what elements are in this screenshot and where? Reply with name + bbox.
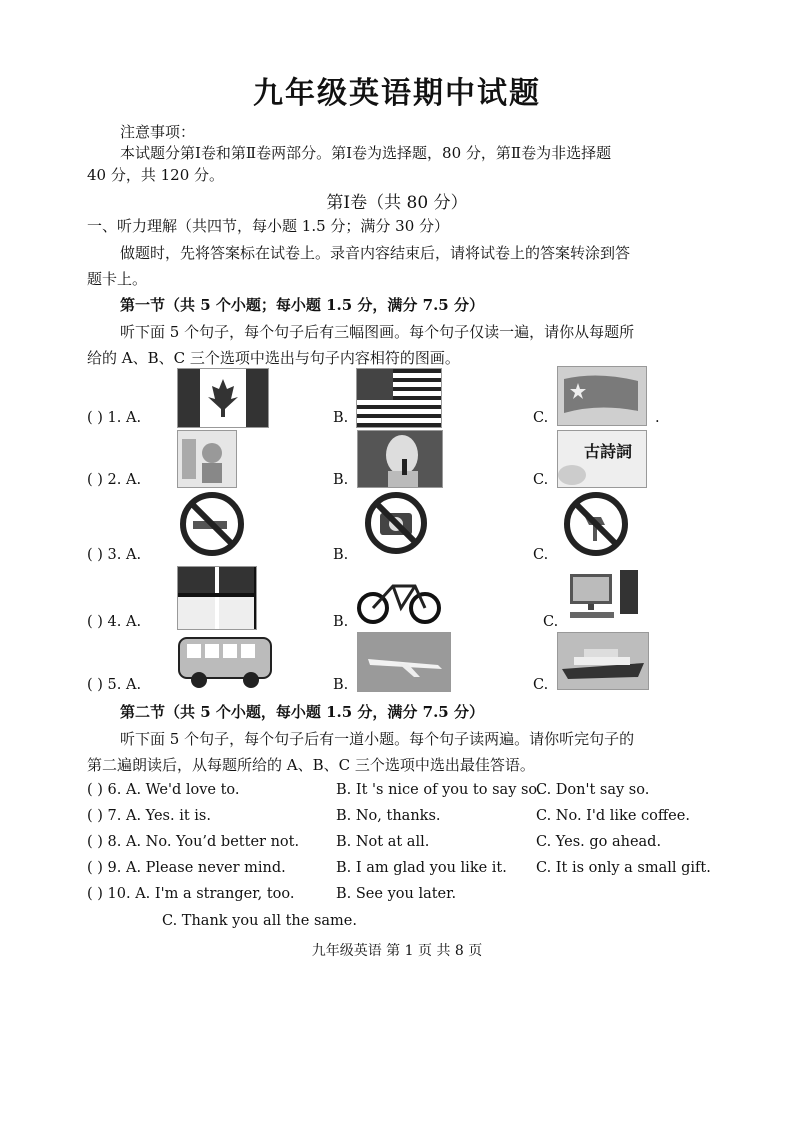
- q2-option-b: B.: [333, 472, 349, 488]
- q7-option-c: C. No. I'd like coffee.: [536, 808, 690, 824]
- china-flag-image: [557, 366, 647, 426]
- usa-flag-image: [356, 368, 442, 428]
- q8-option-a: ( ) 8. A. No. You’d better not.: [87, 834, 300, 850]
- q2-prefix: ( ) 2. A.: [87, 472, 142, 488]
- notice-line-1: 本试题分第Ⅰ卷和第Ⅱ卷两部分。第Ⅰ卷为选择题，80 分，第Ⅱ卷为非选择题: [120, 144, 612, 162]
- node2-title: 第二节（共 5 个小题，每小题 1.5 分，满分 7.5 分）: [120, 703, 484, 721]
- q5-prefix: ( ) 5. A.: [87, 677, 142, 693]
- q1-option-c: C.: [533, 410, 549, 426]
- q1-prefix: ( ) 1. A.: [87, 410, 142, 426]
- ship-image: [557, 632, 649, 690]
- q4-option-b: B.: [333, 614, 349, 630]
- node1-instr-1: 听下面 5 个句子，每个句子后有三幅图画。每个句子仅读一遍，请你从每题所: [120, 323, 635, 341]
- q6-option-b: B. It 's nice of you to say so.: [336, 782, 542, 798]
- q3-option-c: C.: [533, 547, 549, 563]
- q4-prefix: ( ) 4. A.: [87, 614, 142, 630]
- poetry-text: 古詩詞: [584, 442, 633, 461]
- chinese-poetry-image: [557, 430, 647, 488]
- part1-title: 第Ⅰ卷（共 80 分）: [326, 193, 468, 213]
- section1-instr-1: 做题时，先将答案标在试卷上。录音内容结束后，请将试卷上的答案转涂到答: [120, 244, 631, 262]
- singer-image: [357, 430, 443, 488]
- q1-dot: .: [655, 410, 660, 426]
- q9-option-b: B. I am glad you like it.: [336, 860, 507, 876]
- canada-flag-image: [177, 368, 269, 428]
- page-footer: 九年级英语 第 1 页 共 8 页: [311, 943, 483, 959]
- node2-instr-1: 听下面 5 个句子，每个句子后有一道小题。每个句子读两遍。请你听完句子的: [120, 730, 635, 748]
- q8-option-b: B. Not at all.: [336, 834, 430, 850]
- notice-heading: 注意事项：: [120, 123, 196, 141]
- q4-option-c: C.: [543, 614, 559, 630]
- q1-option-b: B.: [333, 410, 349, 426]
- q6-option-c: C. Don't say so.: [536, 782, 650, 798]
- q7-option-a: ( ) 7. A. Yes. it is.: [87, 808, 211, 824]
- drawing-girl-image: [177, 430, 237, 488]
- bicycle-image: [357, 570, 442, 628]
- section1-title: 一、听力理解（共四节，每小题 1.5 分；满分 30 分）: [87, 217, 450, 235]
- node2-instr-2: 第二遍朗读后，从每题所给的 A、B、C 三个选项中选出最佳答语。: [87, 756, 535, 774]
- q5-option-c: C.: [533, 677, 549, 693]
- section1-instr-2: 题卡上。: [87, 270, 148, 288]
- q10-option-a: ( ) 10. A. I'm a stranger, too.: [87, 886, 295, 902]
- q10-option-b: B. See you later.: [336, 886, 457, 902]
- q3-prefix: ( ) 3. A.: [87, 547, 142, 563]
- no-smoking-sign-image: [177, 491, 247, 557]
- q9-option-a: ( ) 9. A. Please never mind.: [87, 860, 286, 876]
- bus-image: [175, 632, 275, 692]
- q9-option-c: C. It is only a small gift.: [536, 860, 711, 876]
- no-photos-sign-image: [362, 491, 430, 555]
- q2-option-c: C.: [533, 472, 549, 488]
- q7-option-b: B. No, thanks.: [336, 808, 441, 824]
- q3-option-b: B.: [333, 547, 349, 563]
- page-title: 九年级英语期中试题: [253, 76, 541, 111]
- q5-option-b: B.: [333, 677, 349, 693]
- airplane-image: [357, 632, 451, 692]
- no-drinking-sign-image: [561, 491, 631, 557]
- notice-line-2: 40 分，共 120 分。: [87, 166, 225, 184]
- night-city-image: [177, 566, 257, 630]
- node1-instr-2: 给的 A、B、C 三个选项中选出与句子内容相符的图画。: [87, 349, 460, 367]
- node1-title: 第一节（共 5 个小题；每小题 1.5 分，满分 7.5 分）: [120, 296, 484, 314]
- q8-option-c: C. Yes. go ahead.: [536, 834, 662, 850]
- q10-option-c: C. Thank you all the same.: [162, 913, 357, 929]
- q6-option-a: ( ) 6. A. We'd love to.: [87, 782, 240, 798]
- computer-image: [570, 570, 646, 620]
